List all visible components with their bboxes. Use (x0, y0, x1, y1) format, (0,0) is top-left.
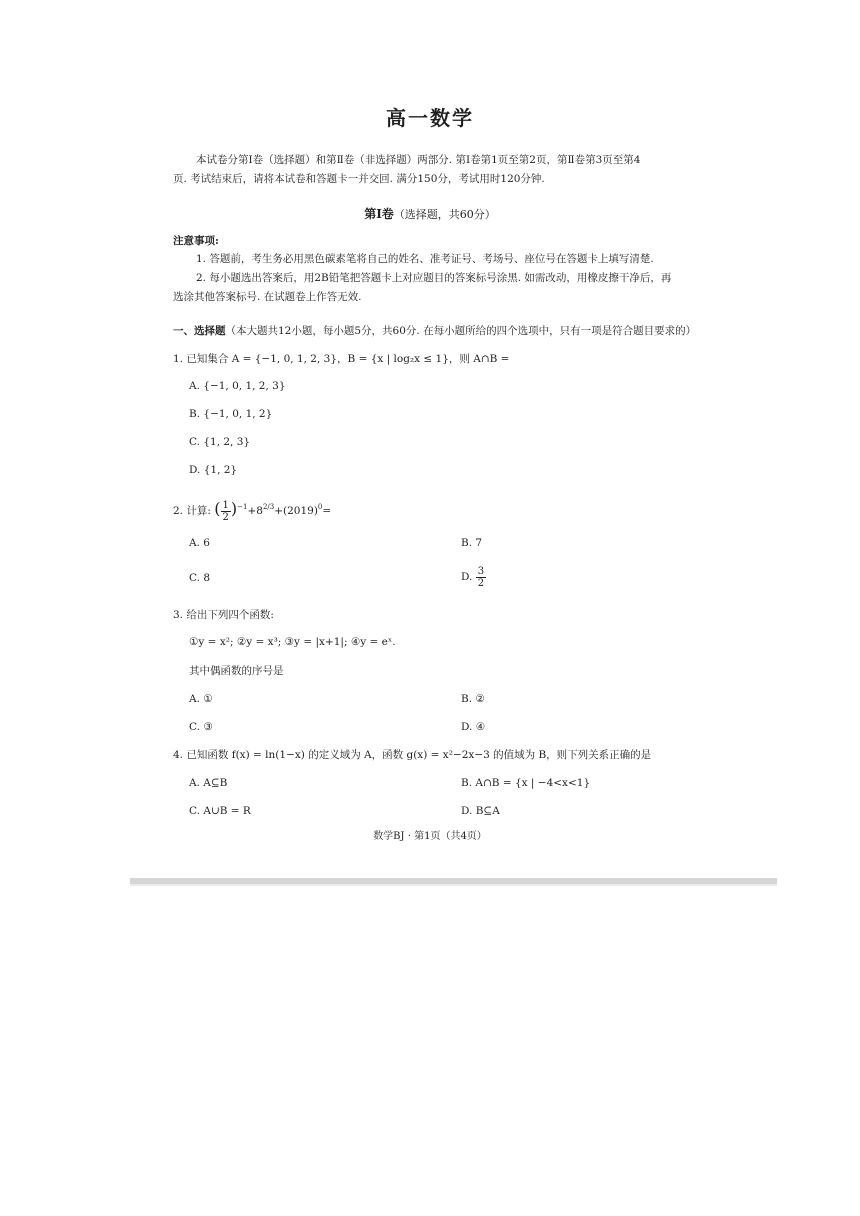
question-2-option-d (461, 565, 486, 589)
question-4-stem: 4. 已知函数 f(x) = ln(1−x) 的定义域为 A，函数 g(x) = x²−2x−3 的值域为 B，则下列关系正确的是 (173, 749, 652, 761)
paren-close: ) (230, 499, 238, 518)
fraction-three-halves (476, 566, 486, 589)
question-3-ask: 其中偶函数的序号是 (189, 665, 284, 677)
term-eight: +8 (247, 505, 263, 517)
notice-label: 注意事项: (173, 235, 219, 247)
question-1-option-a: A. {−1, 0, 1, 2, 3} (189, 380, 286, 392)
question-4-option-d: D. B⊆A (461, 805, 500, 817)
equals-sign: = (322, 505, 332, 517)
question-3-option-d: D. ④ (461, 721, 486, 733)
exam-title: 高一数学 (386, 106, 474, 130)
question-2-option-a: A. 6 (189, 537, 210, 549)
question-4-option-a: A. A⊆B (189, 777, 228, 789)
page-divider-shadow (130, 884, 777, 886)
exponent-zero: 0 (317, 503, 323, 511)
section-heading (0, 207, 860, 222)
intro-line-1: 本试卷分第Ⅰ卷（选择题）和第Ⅱ卷（非选择题）两部分. 第Ⅰ卷第1页至第2页，第Ⅱ卷第3页至第4 (196, 154, 641, 166)
question-3-option-b: B. ② (461, 693, 485, 705)
fraction-denominator: 2 (477, 577, 485, 589)
fraction-numerator: 3 (477, 565, 485, 577)
page-footer: 数学BJ · 第1页（共4页） (373, 831, 487, 842)
fraction-one-half (221, 500, 231, 523)
fraction-numerator: 1 (222, 499, 229, 511)
question-1-option-b: B. {−1, 0, 1, 2} (189, 408, 273, 420)
part-description: （本大题共12小题，每小题5分，共60分. 在每小题所给的四个选项中，只有一项是符合题目要求的） (225, 325, 697, 337)
question-2-prefix: 2. 计算: (173, 505, 211, 517)
part-heading (173, 324, 696, 338)
exponent-neg-one: −1 (237, 503, 248, 511)
question-1-option-d: D. {1, 2} (189, 464, 238, 476)
section-title: 第Ⅰ卷 (364, 207, 394, 221)
question-2-option-c: C. 8 (189, 572, 211, 584)
question-2-option-b: B. 7 (461, 537, 483, 549)
fraction-denominator: 2 (222, 511, 229, 523)
question-3-option-a: A. ① (189, 693, 213, 705)
section-subtitle: （选择题，共60分） (393, 208, 496, 221)
part-label: 一、选择题 (173, 325, 226, 337)
question-3-functions: ①y = x²; ②y = x³; ③y = |x+1|; ④y = eˣ. (189, 636, 396, 648)
question-4-option-b: B. A∩B = {x | −4<x<1} (461, 777, 591, 789)
intro-line-2: 页. 考试结束后，请将本试卷和答题卡一并交回. 满分150分，考试用时120分钟. (173, 173, 545, 185)
question-3-stem: 3. 给出下列四个函数: (173, 609, 274, 621)
option-d-label: D. (461, 571, 473, 583)
notice-item-2a: 2. 每小题选出答案后，用2B铅笔把答题卡上对应题目的答案标号涂黑. 如需改动，用橡皮擦干净后，再 (196, 272, 672, 284)
question-4-option-c: C. A∪B = R (189, 805, 251, 817)
notice-item-2b: 选涂其他答案标号. 在试题卷上作答无效. (173, 291, 362, 303)
paren-open: ( (214, 499, 221, 518)
question-1-option-c: C. {1, 2, 3} (189, 436, 251, 448)
question-2-stem (173, 496, 331, 525)
term-2019: +(2019) (274, 505, 318, 517)
question-3-option-c: C. ③ (189, 721, 213, 733)
exponent-two-thirds: 2/3 (262, 503, 275, 511)
notice-item-1: 1. 答题前，考生务必用黑色碳素笔将自己的姓名、准考证号、考场号、座位号在答题卡上填写清楚. (196, 253, 654, 265)
question-1-stem: 1. 已知集合 A = {−1, 0, 1, 2, 3}，B = {x | log₂x ≤ 1}，则 A∩B = (173, 353, 510, 365)
